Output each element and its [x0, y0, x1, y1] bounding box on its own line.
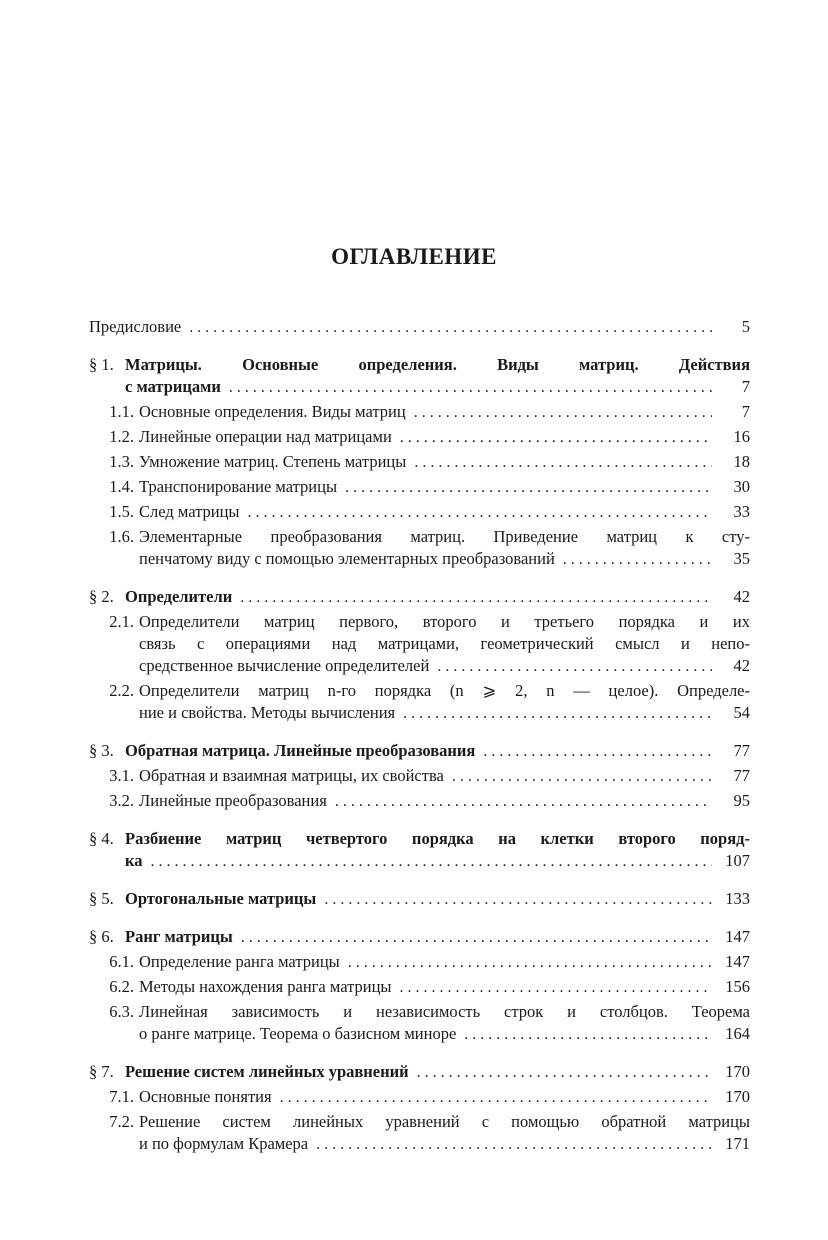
section-spacer: [89, 1045, 750, 1061]
section-spacer: [89, 910, 750, 926]
toc-page-number: 170: [725, 1087, 750, 1106]
toc-page-number: 42: [733, 656, 750, 675]
toc-page-number: 42: [733, 587, 750, 606]
section-spacer: [89, 812, 750, 828]
toc-entry-text: Определители: [125, 587, 233, 606]
toc-entry-text: средственное вычисление определителей: [139, 656, 430, 675]
toc-subsection[interactable]: [89, 790, 750, 812]
section-spacer: [89, 724, 750, 740]
toc-section[interactable]: [89, 828, 750, 872]
toc-line: [89, 1023, 750, 1045]
dot-leader: [324, 889, 712, 911]
toc-number: 7.2.: [109, 1112, 134, 1131]
toc-entry-text: Определение ранга матрицы: [139, 952, 340, 971]
toc-subsection[interactable]: [89, 680, 750, 724]
dot-leader: [345, 477, 712, 499]
toc-number: 1.3.: [109, 452, 134, 471]
dot-leader: [464, 1024, 712, 1046]
toc-line: [89, 765, 750, 787]
dot-leader: [563, 549, 712, 571]
toc-page-number: 170: [725, 1062, 750, 1081]
toc-number: 2.1.: [109, 612, 134, 631]
toc-line: [89, 680, 750, 702]
dot-leader: [189, 317, 712, 339]
toc-page-number: 77: [733, 741, 750, 760]
toc-line: [89, 548, 750, 570]
toc-page-number: 95: [733, 791, 750, 810]
toc-entry-text: Ранг матрицы: [125, 927, 233, 946]
toc-subsection[interactable]: [89, 611, 750, 677]
toc-number: § 6.: [89, 927, 114, 946]
toc-line: [89, 790, 750, 812]
toc-line: [89, 633, 750, 655]
toc-line: [89, 828, 750, 850]
toc-section[interactable]: [89, 354, 750, 398]
toc-subsection[interactable]: [89, 501, 750, 523]
toc-subsection[interactable]: [89, 951, 750, 973]
toc-line: [89, 655, 750, 677]
toc-subsection[interactable]: [89, 1086, 750, 1108]
toc-entry-text: Определители матриц n-го порядка (n ⩾ 2, n — целое). Определе-: [139, 681, 750, 700]
toc-entry-text: Методы нахождения ранга матрицы: [139, 977, 392, 996]
toc-line: [89, 702, 750, 724]
toc-line: [89, 476, 750, 498]
toc-entry-text: Основные определения. Виды матриц: [139, 402, 406, 421]
toc-number: 1.4.: [109, 477, 134, 496]
toc-number: § 3.: [89, 741, 114, 760]
toc-section[interactable]: [89, 586, 750, 608]
toc-entry-text: Матрицы. Основные определения. Виды матриц. Действия: [125, 355, 750, 374]
toc-section[interactable]: [89, 888, 750, 910]
toc-line: [89, 1133, 750, 1155]
toc-subsection[interactable]: [89, 1111, 750, 1155]
toc-number: 3.2.: [109, 791, 134, 810]
toc-subsection[interactable]: [89, 765, 750, 787]
toc-number: 3.1.: [109, 766, 134, 785]
toc-page-number: 156: [725, 977, 750, 996]
toc-number: § 4.: [89, 829, 114, 848]
toc-entry-text: Разбиение матриц четвертого порядка на клетки второго поряд-: [125, 829, 750, 848]
toc-line: [89, 611, 750, 633]
toc-entry-text: Решение систем линейных уравнений с помощью обратной матрицы: [139, 1112, 750, 1131]
toc-page-number: 147: [725, 927, 750, 946]
section-spacer: [89, 338, 750, 354]
toc-entry-text: Определители матриц первого, второго и третьего порядка и их: [139, 612, 750, 631]
toc-entry-text: Обратная матрица. Линейные преобразования: [125, 741, 476, 760]
toc-entry-preface[interactable]: [89, 316, 750, 338]
dot-leader: [400, 977, 712, 999]
toc-number: 1.6.: [109, 527, 134, 546]
toc-number: 1.2.: [109, 427, 134, 446]
toc-entry-text: Ортогональные матрицы: [125, 889, 317, 908]
toc-entry-text: Обратная и взаимная матрицы, их свойства: [139, 766, 444, 785]
toc-line: [89, 850, 750, 872]
toc-line: [89, 1111, 750, 1133]
toc-entry-text: с матрицами: [125, 377, 221, 396]
toc-page-number: 147: [725, 952, 750, 971]
dot-leader: [248, 502, 713, 524]
dot-leader: [229, 377, 712, 399]
toc-entry-text: о ранге матрице. Теорема о базисном миноре: [139, 1024, 457, 1043]
dot-leader: [437, 656, 712, 678]
toc-line: [89, 401, 750, 423]
dot-leader: [403, 703, 712, 725]
dot-leader: [348, 952, 712, 974]
dot-leader: [414, 452, 712, 474]
toc-entry-text: Решение систем линейных уравнений: [125, 1062, 409, 1081]
toc-page-number: 5: [741, 317, 750, 336]
toc-number: 2.2.: [109, 681, 134, 700]
toc-subsection[interactable]: [89, 451, 750, 473]
toc-number: 7.1.: [109, 1087, 134, 1106]
dot-leader: [335, 791, 712, 813]
toc-entry-text: ка: [125, 851, 143, 870]
dot-leader: [400, 427, 712, 449]
toc-line: [89, 526, 750, 548]
toc-line: [89, 501, 750, 523]
dot-leader: [280, 1087, 712, 1109]
toc-page-number: 7: [741, 377, 750, 396]
toc-line: [89, 1001, 750, 1023]
toc-page-number: 18: [733, 452, 750, 471]
toc-number: 6.1.: [109, 952, 134, 971]
toc-entry-text: Линейная зависимость и независимость строк и столбцов. Теорема: [139, 1002, 750, 1021]
toc-subsection[interactable]: [89, 476, 750, 498]
toc-line: [89, 586, 750, 608]
toc-line: [89, 976, 750, 998]
toc-entry-text: и по формулам Крамера: [139, 1134, 309, 1153]
toc-entry-text: пенчатому виду с помощью элементарных преобразований: [139, 549, 555, 568]
toc-page-number: 33: [733, 502, 750, 521]
toc-entry-text: Основные понятия: [139, 1087, 272, 1106]
toc-number: 1.5.: [109, 502, 134, 521]
toc-page-number: 107: [725, 851, 750, 870]
section-spacer: [89, 872, 750, 888]
toc-line: [89, 354, 750, 376]
toc-section[interactable]: [89, 926, 750, 948]
dot-leader: [316, 1134, 712, 1156]
toc-entry-text: След матрицы: [139, 502, 240, 521]
toc-entry-text: Линейные преобразования: [139, 791, 327, 810]
toc-number: § 2.: [89, 587, 114, 606]
toc-number: § 5.: [89, 889, 114, 908]
dot-leader: [241, 927, 712, 949]
toc-line: [89, 926, 750, 948]
toc-number: § 1.: [89, 355, 114, 374]
toc-page-number: 133: [725, 889, 750, 908]
toc-subsection[interactable]: [89, 1001, 750, 1045]
dot-leader: [240, 587, 712, 609]
toc-line: [89, 740, 750, 762]
toc-page-number: 7: [741, 402, 750, 421]
toc-page-number: 54: [733, 703, 750, 722]
toc-line: [89, 376, 750, 398]
table-of-contents: [89, 316, 750, 1155]
toc-subsection[interactable]: [89, 976, 750, 998]
dot-leader: [151, 851, 712, 873]
toc-entry-text: Умножение матриц. Степень матрицы: [139, 452, 407, 471]
toc-entry-text: Элементарные преобразования матриц. Приведение матриц к сту-: [139, 527, 750, 546]
section-spacer: [89, 570, 750, 586]
toc-entry-text: ние и свойства. Методы вычисления: [139, 703, 396, 722]
toc-page-number: 171: [725, 1134, 750, 1153]
toc-line: [89, 951, 750, 973]
toc-line: [89, 1061, 750, 1083]
toc-line: [89, 451, 750, 473]
toc-subsection[interactable]: [89, 401, 750, 423]
toc-page-number: 16: [733, 427, 750, 446]
toc-page-number: 164: [725, 1024, 750, 1043]
toc-number: 6.3.: [109, 1002, 134, 1021]
toc-entry-text: Линейные операции над матрицами: [139, 427, 392, 446]
dot-leader: [414, 402, 712, 424]
toc-page-number: 35: [733, 549, 750, 568]
toc-entry-label: Предисловие: [89, 317, 182, 336]
toc-number: § 7.: [89, 1062, 114, 1081]
toc-line: [89, 1086, 750, 1108]
toc-entry-text: связь с операциями над матрицами, геометрический смысл и непо-: [139, 634, 750, 653]
toc-page-number: 30: [733, 477, 750, 496]
toc-line: [89, 426, 750, 448]
dot-leader: [417, 1062, 712, 1084]
toc-section[interactable]: [89, 740, 750, 762]
page-title: ОГЛАВЛЕНИЕ: [331, 244, 497, 269]
toc-section[interactable]: [89, 1061, 750, 1083]
toc-number: 6.2.: [109, 977, 134, 996]
toc-subsection[interactable]: [89, 526, 750, 570]
toc-line: [89, 888, 750, 910]
toc-number: 1.1.: [109, 402, 134, 421]
dot-leader: [452, 766, 712, 788]
toc-entry-text: Транспонирование матрицы: [139, 477, 338, 496]
toc-subsection[interactable]: [89, 426, 750, 448]
dot-leader: [483, 741, 712, 763]
toc-page-number: 77: [733, 766, 750, 785]
